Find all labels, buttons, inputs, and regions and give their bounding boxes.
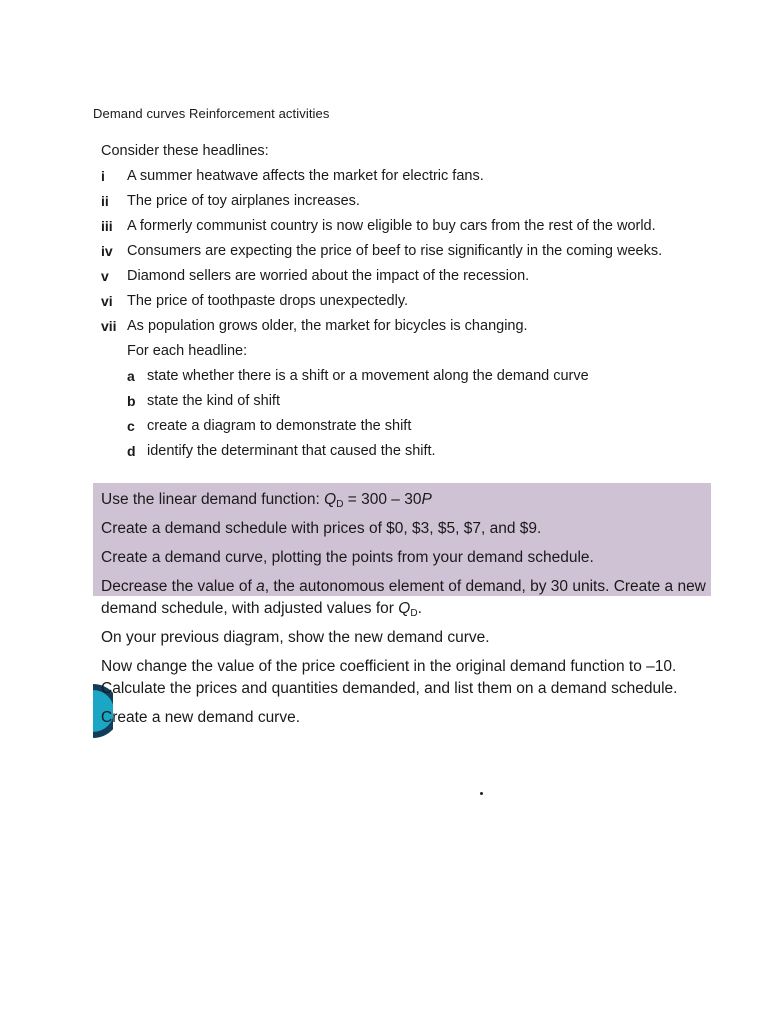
- task-item: [101, 367, 721, 392]
- autonomous-symbol: a: [256, 578, 265, 595]
- headlines-intro: Consider these headlines:: [101, 143, 269, 159]
- activity-step: Create a demand curve, plotting the points from your demand schedule.: [101, 549, 594, 566]
- step-text: .: [417, 600, 422, 617]
- task-item: [101, 392, 721, 417]
- headlines-activity: [101, 142, 721, 467]
- function-prefix: Use the linear demand function:: [101, 491, 325, 508]
- task-text: create a diagram to demonstrate the shift: [147, 418, 412, 434]
- task-text: identify the determinant that caused the shift.: [147, 443, 436, 459]
- task-item: [101, 417, 721, 442]
- headline-number: vi: [101, 293, 113, 309]
- headline-item: [101, 292, 721, 317]
- headline-text: Diamond sellers are worried about the impact of the recession.: [127, 268, 530, 284]
- headline-text: A formerly communist country is now eligible to buy cars from the rest of the world.: [127, 218, 656, 234]
- headline-item: [101, 242, 721, 267]
- activity-step: On your previous diagram, show the new demand curve.: [101, 629, 490, 646]
- headline-item: [101, 192, 721, 217]
- activity-step: [101, 599, 721, 628]
- demand-subscript: D: [410, 608, 418, 619]
- headline-number: vii: [101, 318, 117, 334]
- activity-step: Create a demand schedule with prices of $0, $3, $5, $7, and $9.: [101, 520, 542, 537]
- headline-item: [101, 167, 721, 192]
- demand-function-activity: [101, 490, 721, 737]
- task-letter: a: [127, 368, 135, 384]
- headline-number: iv: [101, 243, 113, 259]
- step-text: , the autonomous element of demand, by 30 units. Create a new: [264, 578, 706, 595]
- activity-step: Now change the value of the price coefficient in the original demand function to –10.: [101, 658, 677, 675]
- activity-step: Create a new demand curve.: [101, 709, 301, 726]
- headline-item: [101, 317, 721, 342]
- price-symbol: P: [421, 491, 432, 508]
- step-text: demand schedule, with adjusted values for: [101, 600, 399, 617]
- task-item: [101, 442, 721, 467]
- headline-text: Consumers are expecting the price of beef to rise significantly in the coming weeks.: [127, 243, 663, 259]
- step-text: Decrease the value of: [101, 578, 257, 595]
- task-letter: b: [127, 393, 136, 409]
- headline-number: ii: [101, 193, 109, 209]
- headline-text: The price of toy airplanes increases.: [127, 193, 360, 209]
- quantity-symbol: Q: [324, 491, 337, 508]
- task-text: state the kind of shift: [147, 393, 280, 409]
- headline-text: As population grows older, the market for bicycles is changing.: [127, 318, 528, 334]
- page-title: Demand curves Reinforcement activities: [93, 106, 330, 121]
- task-letter: c: [127, 418, 135, 434]
- headline-item: [101, 267, 721, 292]
- headline-item: [101, 217, 721, 242]
- headline-number: iii: [101, 218, 113, 234]
- function-equation: = 300 – 30: [343, 491, 422, 508]
- quantity-symbol: Q: [398, 600, 411, 617]
- activity-step: [101, 577, 721, 599]
- headline-text: The price of toothpaste drops unexpectedly.: [127, 293, 409, 309]
- demand-subscript: D: [336, 499, 344, 510]
- stray-dot: [480, 792, 483, 795]
- task-instruction: For each headline:: [127, 343, 248, 359]
- task-text: state whether there is a shift or a movement along the demand curve: [147, 368, 589, 384]
- activity-step: Calculate the prices and quantities demanded, and list them on a demand schedule.: [101, 680, 678, 697]
- headline-text: A summer heatwave affects the market for electric fans.: [127, 168, 484, 184]
- task-letter: d: [127, 443, 136, 459]
- headline-number: v: [101, 268, 109, 284]
- demand-function-line: [101, 490, 721, 519]
- headline-number: i: [101, 168, 105, 184]
